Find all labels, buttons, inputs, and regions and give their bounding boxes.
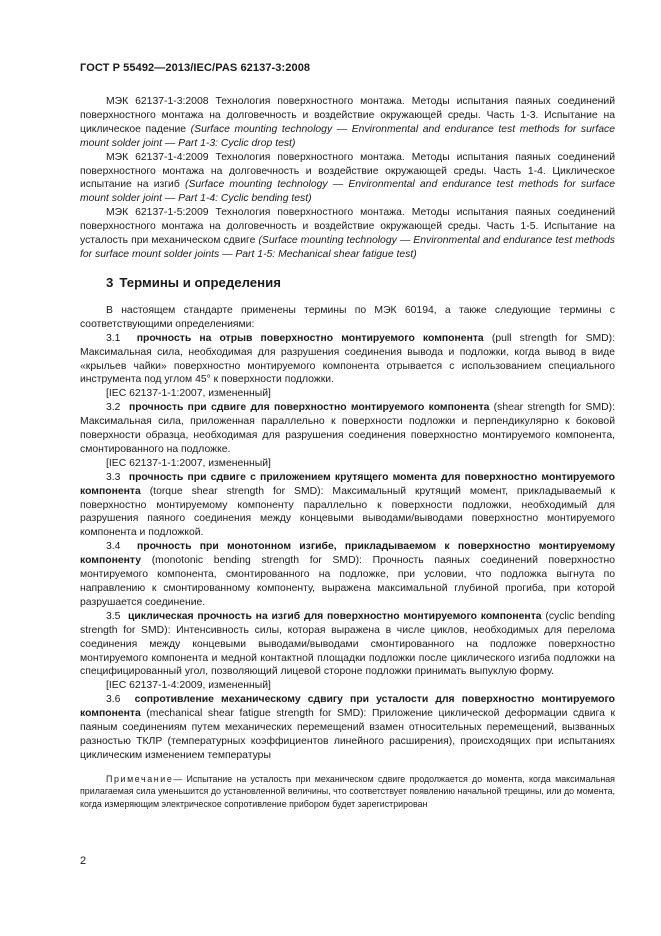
document-header: ГОСТ Р 55492—2013/IEC/PAS 62137-3:2008 (80, 62, 311, 74)
term-name: сопротивление механическому сдвигу при усталости для поверхностно монтируемого компонента (80, 694, 616, 720)
note-label: Примечание (106, 773, 174, 784)
term-name: циклическая прочность на изгиб для поверхностно монтируемого компонента (128, 610, 542, 622)
section-title: Термины и определения (119, 274, 281, 290)
term-name: прочность при сдвиге для поверхностно монтируемого компонента (128, 402, 490, 414)
term-entry (80, 610, 615, 680)
term-definition: (pull strength for SMD): Максимальная сила, необходимая для разрушения соединения вывода и подложки, когда вывод в виде «крыльев чайки» поверхностно монтируемого компонента отрывается с использованием специального инструмента под углом 45° к поверхности подложки. (80, 332, 616, 386)
reference-english-title: (Surface mounting technology — Environmental and endurance test methods for surface mount solder joint — Part 1-3: Cyclic drop test) (80, 123, 615, 149)
term-entry (80, 540, 615, 610)
term-entry (80, 401, 615, 457)
reference-item (80, 95, 615, 151)
page-content (80, 95, 615, 810)
term-definition: (monotonic bending strength for SMD): Прочность паяных соединений поверхностно монтируемого компонента, смонтированного на подложке, при условии, что подложка выгнута по направлению к смонтированному компоненту, выражена максимальной глубиной прогиба, при которой разрушается соединение. (80, 555, 615, 608)
term-number: 3.5 (106, 610, 121, 622)
term-entry (80, 693, 615, 763)
term-definition: (cyclic bending strength for SMD): Интенсивность силы, которая выражена в числе циклов, необходимых для перелома соединения между концевыми выводами/выводами смонтированного на подложке поверхностно монтируемого компонента и медной контактной площадки подложки после циклического изгиба подложки на специфицированный угол, позволяющий лицевой стороне подложки принимать выпуклую форму. (80, 610, 615, 678)
term-source: [IEC 62137-1-1:2007, измененный] (106, 388, 271, 400)
reference-text: МЭК 62137-1-5:2009 Технология поверхностного монтажа. Методы испытания паяных соединений поверхностного монтажа на долговечность и воздействие окружающей среды. Часть 1-5. Испытание на усталость при механическом сдвиге (80, 207, 615, 247)
reference-item (80, 151, 615, 207)
term-name: прочность при сдвиге с приложением крутящего момента для поверхностно монтируемого компонента (80, 471, 615, 497)
section-heading (106, 274, 615, 292)
term-source: [IEC 62137-1-1:2007, измененный] (106, 457, 271, 469)
note-paragraph (80, 773, 615, 810)
reference-english-title: (Surface mounting technology — Environmental and endurance test methods for surface mount solder joint — Part 1-4: Cyclic bending test) (80, 179, 615, 205)
term-entry (80, 332, 615, 388)
term-number: 3.1 (106, 332, 121, 344)
reference-english-title: (Surface mounting technology — Environmental and endurance test methods for surface mount solder joints — Part 1-5: Mechanical shear fatigue test) (80, 235, 615, 260)
term-name: прочность на отрыв поверхностно монтируемого компонента (136, 332, 484, 344)
section-number: 3 (106, 274, 114, 290)
term-number: 3.6 (106, 694, 121, 706)
note-text: — Испытание на усталость при механическом сдвиге продолжается до момента, когда максимальная прилагаемая сила уменьшится до установленной величины, что соответствует появлению начальной трещины, или до момента, когда измеряющим электрическое сопротивление прибором будет зарегистрирован (80, 773, 615, 809)
reference-item (80, 206, 615, 262)
reference-text: МЭК 62137-1-3:2008 Технология поверхностного монтажа. Методы испытания паяных соединений поверхностного монтажа на долговечность и воздействие окружающей среды. Часть 1-3. Испытание на циклическое падение (80, 96, 615, 135)
term-source: [IEC 62137-1-4:2009, измененный] (106, 680, 271, 692)
page-number: 2 (80, 855, 87, 867)
term-definition: (torque shear strength for SMD): Максимальный крутящий момент, прикладываемый к поверхностно монтируемому компоненту параллельно к поверхности подложки, необходимый для разрушения паяного соединения между концевыми выводами/выводами поверхностно монтируемого компонента и подложкой. (80, 485, 615, 539)
term-number: 3.2 (106, 402, 121, 414)
section-intro: В настоящем стандарте применены термины по МЭК 60194, а также следующие термины с соответствующими определениями: (80, 304, 615, 330)
term-entry (80, 471, 615, 541)
term-definition: (shear strength for SMD): Максимальная сила, приложенная параллельно к поверхности подложки и перпендикулярно к боковой поверхности образца, необходимая для разрушения соединения поверхностно монтируемого компонента, смонтированного на подложке. (80, 402, 615, 455)
reference-text: МЭК 62137-1-4:2009 Технология поверхностного монтажа. Методы испытания паяных соединений поверхностного монтажа на долговечность и воздействие окружающей среды. Часть 1-4. Циклическое испытание на изгиб (80, 151, 615, 191)
term-number: 3.4 (106, 541, 121, 553)
term-name: прочность при монотонном изгибе, прикладываемом к поверхностно монтируемому компоненту (80, 541, 615, 567)
term-definition: (mechanical shear fatigue strength for SMD): Приложение циклической деформации сдвига к паяным соединениям путем механических перемещений взамен относительных перемещений, вызванных разностью ТКЛР (температурных коэффициентов линейного расширения), происходящих при испытаниях циклическим изменением температуры (80, 708, 615, 761)
term-number: 3.3 (106, 471, 121, 483)
